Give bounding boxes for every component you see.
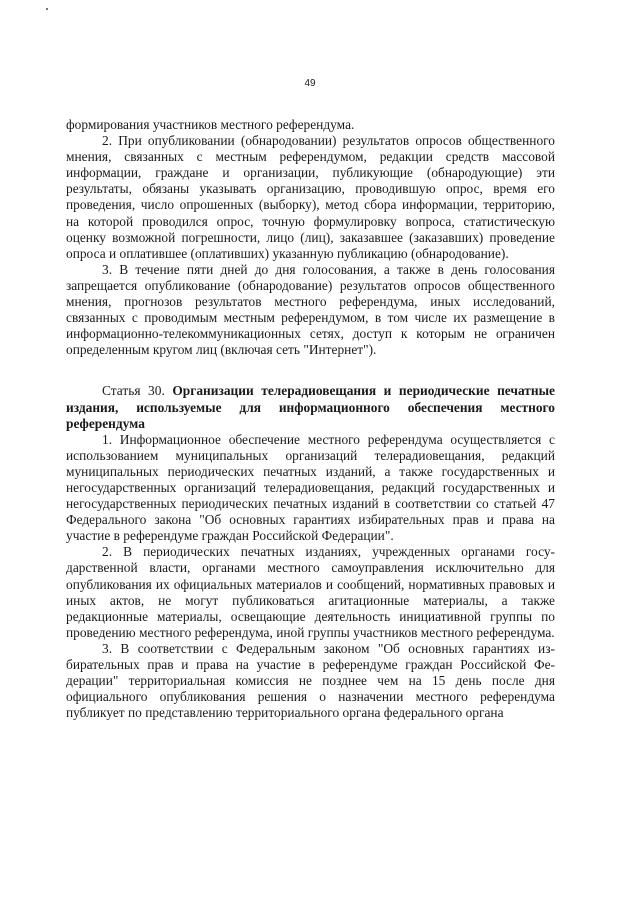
document-body [66,117,555,721]
page-number: 49 [304,78,316,89]
paragraph-continuation: формирования участников местного референдума. [66,117,355,132]
paragraph-item-3: 3. В течение пяти дней до дня голосования, а также в день голосования запрещается опубликование (обнародование) результатов опросов общественного мнения, прогнозов результатов местного референдума, иных исследований, связанных с проводимым местным референдумом, в том числе их размещение в информационно-телекоммуникационных сетях, доступ к которым не ограничен определенным кругом лиц (включая сеть "Интернет"). [66,261,555,358]
scan-mark [46,8,48,10]
paragraph-item-2: 2. При опубликовании (обнародовании) результатов опросов общественного мнения, связанных с местным референдумом, редакции средств массовой информации, граждане и организации, публикующие (обнародующие) эти результаты, обязаны указывать организацию, проводившую опрос, время его проведения, число опрошенных (выборку), метод сбора информации, территорию, на которой проводился опрос, точную формулировку вопроса, статистическую оценку возможной погрешности, лицо (лиц), заказавшее (заказавших) проведение опроса и оплатившее (оплативших) указанную публикацию (обнародование). [66,133,555,261]
article-number: Статья 30. [102,383,173,399]
article-paragraph-3: 3. В соответствии с Федеральным законом "Об основных гарантиях избирательных прав и права на участие в референдуме граждан Российской Федерации" территориальная комиссия не позднее чем на 15 день после дня официального опубликования решения о назначении местного референдума публикует по представлению территориального органа федерального органа [66,640,555,721]
article-heading [66,383,555,431]
article-paragraph-2: 2. В периодических печатных изданиях, учрежденных органами государственной власти, органами местного самоуправления исключительно для опубликования их официальных материалов и сообщений, нормативных правовых и иных актов, не могут публиковаться агитационные материалы, а также редакционные материалы, освещающие деятельность инициативной группы по проведению местного референдума, иной группы участников местного референдума. [66,544,555,640]
article-paragraph-1: 1. Информационное обеспечение местного референдума осуществляется с использованием муниципальных организаций телерадиовещания, редакций муниципальных периодических печатных изданий, а также государственных и негосударственных организаций телерадиовещания, редакций государственных и негосударственных периодических печатных изданий в соответствии со статьей 47 Федерального закона "Об основных гарантиях избирательных прав и права на участие в референдуме граждан Российской Федерации". [66,431,555,544]
article-title: Организации телерадиовещания и периодические печатные издания, используемые для информационного обеспечения местного референдума [66,383,556,431]
